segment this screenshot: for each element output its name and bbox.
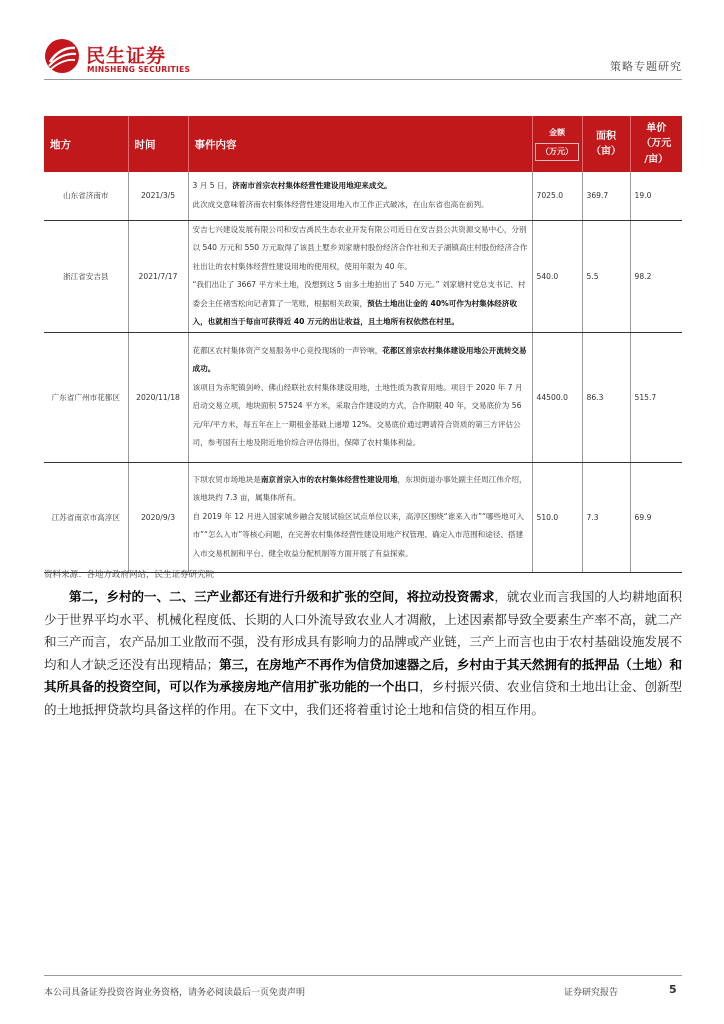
cell-content (188, 332, 532, 462)
content-paragraph (193, 379, 528, 453)
cell-content (188, 172, 532, 220)
header-time: 时间 (128, 116, 188, 172)
content-text-pre: 花都区农村集体资产交易服务中心竞投现场的一声铃响， (192, 345, 383, 355)
cell-amount: 44500.0 (532, 332, 582, 462)
content-text-bold: 花都区首宗农村集体建设用地公开流转交易成功。 (192, 345, 527, 373)
header-price (630, 116, 682, 172)
content-paragraph (193, 276, 528, 332)
content-text-pre: 该项目为赤坭镇剑岭、佛山经联社农村集体建设用地，土地性质为教育用地。项目于 2020 年 7 月启动交易立项，地块面积 57524 平方米，采取合作建设的方式，合作期限 40 年，交易底价为 56 元/年/平方米，每五年在上一期租金基础上递增 12%。交易底价通过聘请符合资质的第三方评估公司，参考国有土地及附近地价综合评估得出，保障了农村集体利益。 (192, 382, 523, 447)
report-type: 策略专题研究 (610, 60, 682, 73)
header-divider (44, 79, 682, 80)
content-text-bold: 预估土地出让金的 40%可作为村集体经济收入，也就相当于每亩可获得近 40 万元的出让收益，且土地所有权依然在村里。 (192, 298, 518, 326)
cell-time: 2020/9/3 (128, 462, 188, 572)
header-area-label: 面积 (596, 130, 616, 142)
land-transaction-table (44, 116, 682, 573)
table-row (44, 172, 682, 220)
header-region: 地方 (44, 116, 128, 172)
paragraph-segment: ，就农业而言我国的人均耕地面积少于世界平均水平、机械化程度低、长期的人口外流导致农业人才凋敝，上述因素都导致全要素生产率不高，就二产和三产而言，农产品加工业散而不强，没有形成具有影响力的品牌或产业链，三产上而言也由于农村基础设施发展不均和人才缺乏还没有出现精品； (44, 589, 682, 672)
content-text-pre: 3 月 5 日， (192, 181, 233, 191)
cell-amount: 510.0 (532, 462, 582, 572)
cell-area: 86.3 (582, 332, 630, 462)
header-price-unit-1: （万元 (641, 138, 672, 150)
content-paragraph (193, 221, 528, 277)
cell-content (188, 220, 532, 332)
body-paragraph-text (44, 586, 682, 721)
cell-time: 2021/3/5 (128, 172, 188, 220)
cell-region: 江苏省南京市高淳区 (44, 462, 128, 572)
cell-amount: 7025.0 (532, 172, 582, 220)
content-paragraph (193, 177, 528, 196)
content-paragraph (193, 508, 528, 564)
content-text-bold: 济南市首宗农村集体经营性建设用地迎来成交。 (232, 181, 392, 191)
cell-region: 广东省广州市花都区 (44, 332, 128, 462)
source-note: 资料来源：各地方政府网站，民生证券研究院 (44, 570, 215, 580)
page-number: 5 (669, 983, 677, 996)
footer-divider (44, 975, 682, 976)
footer-disclaimer: 本公司具备证券投资咨询业务资格，请务必阅读最后一页免责声明 (44, 988, 306, 998)
content-paragraph (193, 471, 528, 508)
cell-area: 7.3 (582, 462, 630, 572)
cell-region: 山东省济南市 (44, 172, 128, 220)
logo-chinese-name: 民生证券 (86, 45, 167, 67)
content-text-pre: 此次成交意味着济南农村集体经营性建设用地入市工作正式破冰，在山东省也高在前列。 (192, 199, 489, 209)
cell-area: 369.7 (582, 172, 630, 220)
cell-content (188, 462, 532, 572)
table-row (44, 462, 682, 572)
content-text-post: ，东坝街道办事处副主任周江伟介绍，该地块约 7.3 亩，属集体所有。 (192, 474, 527, 503)
body-paragraph (44, 586, 682, 721)
paragraph-segment: ，乡村振兴债、农业信贷和土地出让金、创新型的土地抵押贷款均具备这样的作用。在下文中，我们还将着重讨论土地和信贷的相互作用。 (44, 679, 682, 717)
paragraph-bold-segment: 第三，在房地产不再作为信贷加速器之后，乡村由于其天然拥有的抵押品（土地）和其所具备的投资空间，可以作为承接房地产信用扩张功能的一个出口 (44, 656, 682, 694)
content-paragraph (193, 342, 528, 379)
header-content: 事件内容 (188, 116, 532, 172)
header-price-unit-2: /亩） (644, 153, 669, 165)
cell-region: 浙江省安吉县 (44, 220, 128, 332)
cell-time: 2020/11/18 (128, 332, 188, 462)
content-paragraph (193, 196, 528, 215)
cell-amount: 540.0 (532, 220, 582, 332)
footer-report-label: 证券研究报告 (564, 988, 619, 998)
header-area-unit: （亩） (591, 146, 621, 157)
page-header (44, 38, 682, 78)
cell-area: 5.5 (582, 220, 630, 332)
cell-price: 69.9 (630, 462, 682, 572)
header-amount-label: 金额 (549, 128, 565, 138)
header-area (582, 116, 630, 172)
cell-price: 515.7 (630, 332, 682, 462)
table-header-row (44, 116, 682, 172)
cell-price: 98.2 (630, 220, 682, 332)
header-price-label: 单价 (646, 122, 667, 134)
content-text-pre: 安吉七兴建设发展有限公司和安吉禹民生态农业开发有限公司近日在安吉县公共资源交易中心，分别以 540 万元和 550 万元取得了该县上墅乡刘家塘村股份经济合作社和天子湖镇高庄村股份经济合作社出让的农村集体经营性建设用地的使用权，使用年限为 40 年。 (192, 224, 528, 271)
paragraph-bold-segment: 第二，乡村的一、二、三产业都还有进行升级和扩张的空间，将拉动投资需求 (69, 589, 495, 604)
header-amount (532, 116, 582, 172)
content-text-pre: “我们出让了 3667 平方米土地，没想到这 5 亩多土地拍出了 540 万元。” 刘家塘村党总支书记、村委会主任褚雪松向记者算了一笔账，根据相关政策， (192, 280, 526, 308)
minsheng-logo-icon (44, 38, 80, 74)
cell-price: 19.0 (630, 172, 682, 220)
header-amount-unit: （万元） (535, 143, 579, 161)
table-body (44, 172, 682, 572)
content-text-pre: 下坝农贸市场地块是 (192, 474, 261, 484)
table-row (44, 332, 682, 462)
cell-time: 2021/7/17 (128, 220, 188, 332)
content-text-pre: 自 2019 年 12 月进入国家城乡融合发展试验区试点单位以来，高淳区围绕“谁来入市”“哪些地可入市”“怎么入市”等核心问题，在完善农村集体经营性建设用地产权管理、确定入市范围和途径、搭建入市交易机制和平台、健全收益分配机制等方面开展了有益探索。 (192, 511, 524, 558)
logo-english-name: MINSHENG SECURITIES (87, 65, 191, 74)
content-text-bold: 南京首宗入市的农村集体经营性建设用地 (260, 474, 398, 484)
table-row (44, 220, 682, 332)
